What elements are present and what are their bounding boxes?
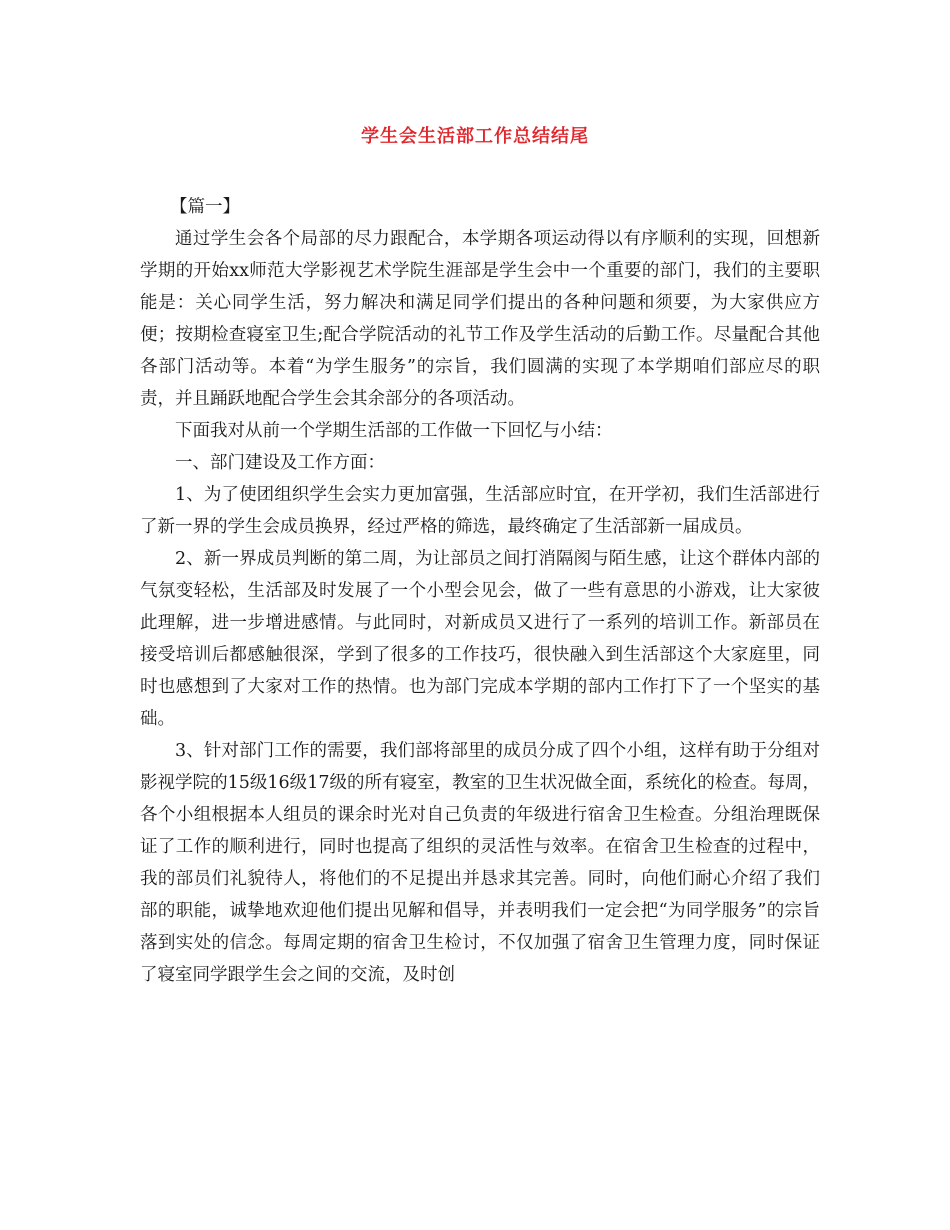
paragraph-review: 下面我对从前一个学期生活部的工作做一下回忆与小结：	[175, 421, 613, 441]
section-tag: 【篇一】	[170, 197, 240, 217]
document-title: 学生会生活部工作总结结尾	[361, 126, 589, 147]
document-body	[140, 191, 820, 991]
paragraph-item-2: 2、新一界成员判断的第二周，为让部员之间打消隔阂与陌生感，让这个群体内部的气氛变轻松，生活部及时发展了一个小型会见会，做了一些有意思的小游戏，让大家彼此理解，进一步增进感情。与此同时，对新成员又进行了一系列的培训工作。新部员在接受培训后都感触很深，学到了很多的工作技巧，很快融入到生活部这个大家庭里，同时也感想到了大家对工作的热情。也为部门完成本学期的部内工作打下了一个坚实的基础。	[140, 549, 820, 729]
paragraph-item-3: 3、针对部门工作的需要，我们部将部里的成员分成了四个小组，这样有助于分组对影视学院的15级16级17级的所有寝室，教室的卫生状况做全面，系统化的检查。每周，各个小组根据本人组员的课余时光对自己负责的年级进行宿舍卫生检查。分组治理既保证了工作的顺利进行，同时也提高了组织的灵活性与效率。在宿舍卫生检查的过程中，我的部员们礼貌待人，将他们的不足提出并恳求其完善。同时，向他们耐心介绍了我们部的职能，诚挚地欢迎他们提出见解和倡导，并表明我们一定会把“为同学服务”的宗旨落到实处的信念。每周定期的宿舍卫生检讨，不仅加强了宿舍卫生管理力度，同时保证了寝室同学跟学生会之间的交流，及时创	[140, 741, 820, 985]
paragraph-heading-1: 一、部门建设及工作方面：	[175, 453, 385, 473]
paragraph-intro: 通过学生会各个局部的尽力跟配合，本学期各项运动得以有序顺利的实现，回想新学期的开始xx师范大学影视艺术学院生涯部是学生会中一个重要的部门，我们的主要职能是：关心同学生活，努力解决和满足同学们提出的各种问题和须要，为大家供应方便；按期检查寝室卫生;配合学院活动的礼节工作及学生活动的后勤工作。尽量配合其他各部门活动等。本着“为学生服务”的宗旨，我们圆满的实现了本学期咱们部应尽的职责，并且踊跃地配合学生会其余部分的各项活动。	[140, 229, 820, 409]
paragraph-item-1: 1、为了使团组织学生会实力更加富强，生活部应时宜，在开学初，我们生活部进行了新一界的学生会成员换界，经过严格的筛选，最终确定了生活部新一届成员。	[140, 485, 820, 537]
